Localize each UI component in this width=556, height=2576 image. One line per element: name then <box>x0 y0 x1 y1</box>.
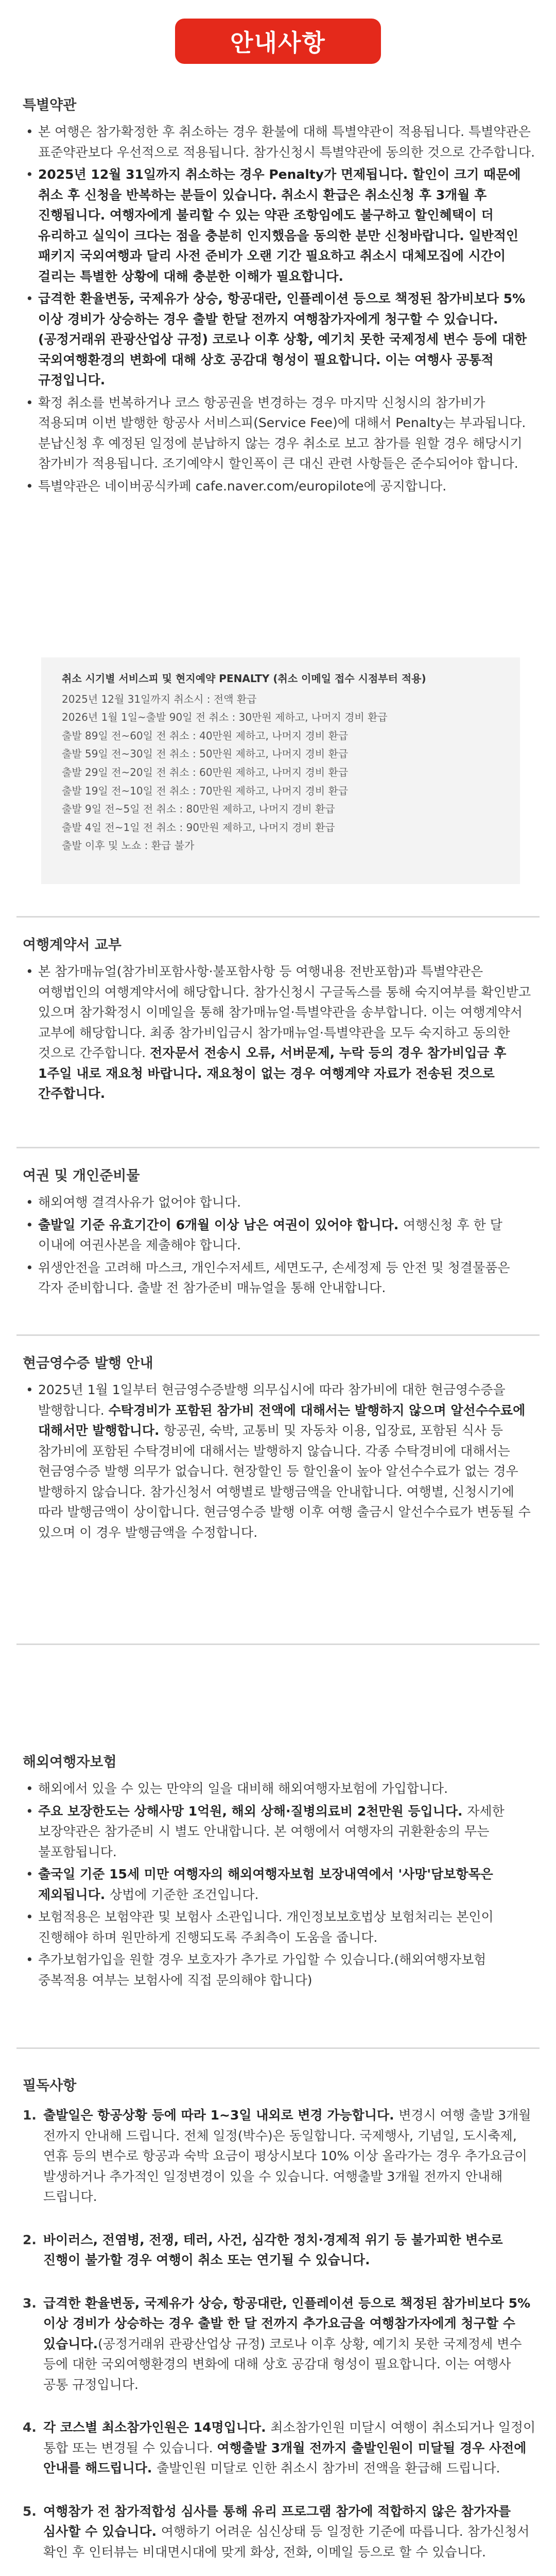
note-item <box>23 2293 537 2395</box>
passport-list <box>23 1192 537 1300</box>
special-terms-list <box>23 122 537 498</box>
text-segment: 급격한 환율변동, 국제유가 상승, 항공대란, 인플레이션 등으로 책정된 참가비보다 5% 이상 경비가 상승하는 경우 출발 한 달 전까지 추가요금을 여행참가자에게 청구할 수 있습니다. <box>43 2295 531 2351</box>
special-terms-title: 특별약관 <box>23 97 77 113</box>
text-segment: 해외여행 결격사유가 없어야 합니다. <box>38 1195 241 1210</box>
list-item <box>23 476 537 497</box>
text-segment: 본 참가매뉴얼(참가비포함사항·불포함사항 등 여행내용 전반포함)과 특별약관은 여행법인의 여행계약서에 해당합니다. 참가신청시 구글독스를 통해 숙지여부를 확인받고 있으며 참가확정시 이메일을 통해 참가매뉴얼·특별약관을 송부합니다. 이는 여행계약서 교부에 해당합니다. 최종 참가비입금시 참가매뉴얼·특별약관을 모두 숙지하고 동의한 것으로 간주합니다. <box>38 964 531 1060</box>
text-segment: 여행하기 어려운 심신상태 등 일정한 기준에 따릅니다. 참가신청서 확인 후 인터뷰는 비대면시대에 맞게 화상, 전화, 이메일 등으로 할 수 있습니다. <box>43 2524 530 2560</box>
text-segment: 여행신청 후 한 달 이내에 여권사본을 제출해야 합니다. <box>38 1217 502 1252</box>
text-segment: 급격한 환율변동, 국제유가 상승, 항공대란, 인플레이션 등으로 책정된 참가비보다 5% 이상 경비가 상승하는 경우 출발 한달 전까지 여행참가자에게 청구할 수 있습니다. <box>38 291 526 327</box>
list-item <box>23 1192 537 1213</box>
penalty-row: 출발 59일 전~30일 전 취소 : 50만원 제하고, 나머지 경비 환급 <box>62 748 349 760</box>
note-item <box>23 2417 537 2479</box>
text-segment: 출국일 기준 15세 미만 여행자의 해외여행자보험 보장내역에서 '사망'담보항목은 제외됩니다. <box>38 1867 493 1902</box>
travel-contract-title: 여행계약서 교부 <box>23 937 121 953</box>
note-number: 4. <box>23 2420 37 2435</box>
list-item <box>23 289 537 391</box>
penalty-row: 출발 4일 전~1일 전 취소 : 90만원 제하고, 나머지 경비 환급 <box>62 821 335 834</box>
insurance-list <box>23 1778 537 1992</box>
text-segment: 자세한 보장약관은 참가준비 시 별도 안내합니다. 본 여행에서 여행자의 귀환환송의 무는 불포함됩니다. <box>38 1803 505 1859</box>
penalty-heading: 취소 시기별 서비스피 및 현지예약 PENALTY (취소 이메일 접수 시점부터 적용) <box>62 672 426 685</box>
note-number: 1. <box>23 2108 37 2123</box>
note-number: 3. <box>23 2295 37 2311</box>
text-segment: 출발일은 항공상황 등에 따라 1~3일 내외로 변경 가능합니다. <box>43 2108 399 2123</box>
text-segment: 변경시 여행 출발 3개월 전까지 안내해 드립니다. 전체 일정(박수)은 동일합니다. 국제행사, 기념일, 도시축제, 연휴 등의 변수로 항공과 숙박 요금이 평상시보다 10% 이상 올라가는 경우 추가요금이 발생하거나 추가적인 일정변경이 있을 수 있습니다. 여행출발 3개월 전까지 안내해 드립니다. <box>43 2108 531 2204</box>
list-item <box>23 1950 537 1990</box>
text-segment: 2025년 12월 31일까지 취소하는 경우 Penalty가 면제됩니다. 할인이 크기 때문에 취소 후 신청을 반복하는 분들이 있습니다. 취소시 환급은 취소신청 후 3개월 후 진행됩니다. <box>38 167 521 223</box>
text-segment: 위생안전을 고려해 마스크, 개인수저세트, 세면도구, 손세정제 등 안전 및 청결물품은 각자 준비합니다. 출발 전 참가준비 매뉴얼을 통해 안내합니다. <box>38 1260 510 1295</box>
text-segment: 수탁경비가 포함된 참가비 전액에 대해서는 발행하지 않으며 알선수수료에 대해서만 발행합니다. <box>38 1402 526 1438</box>
text-segment: 보험적용은 보험약관 및 보험사 소관입니다. 개인정보보호법상 보험처리는 본인이 진행해야 하며 원만하게 진행되도록 주최측이 도움을 줍니다. <box>38 1909 494 1945</box>
text-segment: 여행참가 전 참가적합성 심사를 통해 유리 프로그램 참가에 적합하지 않은 참가자를 심사할 수 있습니다. <box>43 2503 511 2539</box>
travel-contract-list <box>23 961 537 1106</box>
section-divider <box>16 1643 540 1645</box>
text-segment: 주요 보장한도는 상해사망 1억원, 해외 상해·질병의료비 2천만원 등입니다. <box>38 1803 467 1819</box>
penalty-table <box>41 657 520 884</box>
text-segment: 최소참가인원 미달시 여행이 취소되거나 일정이 통합 또는 변경될 수 있습니다. <box>43 2420 536 2455</box>
section-divider <box>16 916 540 918</box>
penalty-row: 출발 29일 전~20일 전 취소 : 60만원 제하고, 나머지 경비 환급 <box>62 766 349 778</box>
list-item <box>23 122 537 162</box>
penalty-row: 출발 9일 전~5일 전 취소 : 80만원 제하고, 나머지 경비 환급 <box>62 803 335 816</box>
list-item <box>23 1907 537 1947</box>
receipt-list <box>23 1380 537 1545</box>
section-divider <box>16 2047 540 2049</box>
note-item <box>23 2501 537 2563</box>
text-segment: 확정 취소를 번복하거나 코스 항공권을 변경하는 경우 마지막 신청시의 참가비가 적용되며 이번 발행한 항공사 서비스피(Service Fee)에 대해서 Penalty는 부과됩니다. 분납신청 후 예정된 일정에 분납하지 않는 경우 취소로 보고 참가를 원할 경우 해당시기 참가비가 적용됩니다. 조기예약시 할인폭이 큰 대신 관련 사항들은 준수되어야 합니다. <box>38 395 526 471</box>
text-segment: 여행출발 3개월 전까지 출발인원이 미달될 경우 사전에 안내를 해드립니다. <box>43 2440 527 2476</box>
receipt-title: 현금영수증 발행 안내 <box>23 1355 153 1371</box>
text-segment: 전자문서 전송시 오류, 서버문제, 누락 등의 경우 참가비입금 후 1주일 내로 재요청 바랍니다. 재요청이 없는 경우 여행계약 자료가 전송된 것으로 간주합니다. <box>38 1045 507 1101</box>
penalty-row: 출발 이후 및 노쇼 : 환급 불가 <box>62 839 195 852</box>
notes-list <box>23 2105 537 2576</box>
text-segment: (공정거래위 관광산업상 규정) 코로나 이후 상황, 예기치 못한 국제정세 변수 등에 대한 국외여행환경의 변화에 대해 상호 공감대 형성이 필요합니다. 이는 여행사 공통 규정입니다. <box>43 2336 522 2392</box>
list-item <box>23 1778 537 1799</box>
list-item <box>23 1864 537 1905</box>
passport-title: 여권 및 개인준비물 <box>23 1168 140 1184</box>
text-segment: 2025년 1월 1일부터 현금영수증발행 의무십시에 따라 참가비에 대한 현금영수증을 발행합니다. <box>38 1382 506 1418</box>
insurance-title: 해외여행자보험 <box>23 1754 117 1770</box>
text-segment: 본 여행은 참가확정한 후 취소하는 경우 환불에 대해 특별약관이 적용됩니다. 특별약관은 표준약관보다 우선적으로 적용됩니다. 참가신청시 특별약관에 동의한 것으로 간주합니다. <box>38 124 535 160</box>
penalty-row: 출발 89일 전~60일 전 취소 : 40만원 제하고, 나머지 경비 환급 <box>62 729 349 742</box>
text-segment: 여행자에게 불리할 수 있는 약관 조항임에도 불구하고 할인혜택이 더 유리하고 실익이 크다는 점을 충분히 인지했음을 동의한 분만 신청바랍니다. 일반적인 패키지 국외여행과 달리 사전 준비가 오랜 기간 필요하고 취소시 대체모집에 시간이 걸리는 특별한 상황에 대해 충분한 이해가 필요합니다. <box>38 208 519 284</box>
list-item <box>23 1258 537 1298</box>
note-number: 5. <box>23 2503 37 2519</box>
text-segment: (공정거래위 관광산업상 규정) 코로나 이후 상황, 예기치 못한 국제정세 변수 등에 대한 국외여행환경의 변화에 대해 상호 공감대 형성이 필요합니다. 이는 여행사 공통적 규정입니다. <box>38 332 527 387</box>
page-title: 안내사항 <box>175 19 381 64</box>
penalty-row: 2026년 1월 1일~출발 90일 전 취소 : 30만원 제하고, 나머지 경비 환급 <box>62 711 388 724</box>
list-item <box>23 393 537 474</box>
list-item <box>23 961 537 1104</box>
list-item <box>23 1380 537 1543</box>
section-divider <box>16 1147 540 1148</box>
text-segment: 항공권, 숙박, 교통비 및 자동차 이용, 입장료, 포함된 식사 등 참가비에 포함된 수탁경비에 대해서는 발행하지 않습니다. 각종 수탁경비에 대해서는 현금영수증 발행 의무가 없습니다. 현장할인 등 할인율이 높아 알선수수료가 없는 경우 발행하지 않습니다. 참가신청서 여행별로 발행금액을 안내합니다. 여행별, 신청시기에 따라 발행금액이 상이합니다. 현금영수증 발행 이후 여행 출금시 알선수수료가 변동될 수 있으며 이 경우 발행금액을 수정합니다. <box>38 1423 531 1540</box>
penalty-row: 2025년 12월 31일까지 취소시 : 전액 환급 <box>62 692 257 705</box>
list-item <box>23 1801 537 1862</box>
text-segment: 추가보험가입을 원할 경우 보호자가 추가로 가입할 수 있습니다.(해외여행자보험 중복적용 여부는 보험사에 직접 문의해야 합니다) <box>38 1952 486 1988</box>
text-segment: 출발인원 미달로 인한 취소시 참가비 전액을 환급해 드립니다. <box>157 2461 500 2476</box>
text-segment: 각 코스별 최소참가인원은 14명입니다. <box>43 2420 271 2435</box>
list-item <box>23 1215 537 1256</box>
note-item <box>23 2105 537 2207</box>
text-segment: 바이러스, 전염병, 전쟁, 테러, 사건, 심각한 정치·경제적 위기 등 불가피한 변수로 진행이 불가할 경우 여행이 취소 또는 연기될 수 있습니다. <box>43 2232 503 2267</box>
note-item <box>23 2230 537 2270</box>
text-segment: 상법에 기준한 조건입니다. <box>109 1887 259 1902</box>
list-item <box>23 164 537 286</box>
notes-title: 필독사항 <box>23 2078 77 2094</box>
penalty-row: 출발 19일 전~10일 전 취소 : 70만원 제하고, 나머지 경비 환급 <box>62 784 349 797</box>
text-segment: 해외에서 있을 수 있는 만약의 일을 대비해 해외여행자보험에 가입합니다. <box>38 1781 448 1796</box>
text-segment: 특별약관은 네이버공식카페 cafe.naver.com/europilote에 공지합니다. <box>38 478 447 494</box>
section-divider <box>16 1334 540 1336</box>
text-segment: 출발일 기준 유효기간이 6개월 이상 남은 여권이 있어야 합니다. <box>38 1217 403 1232</box>
note-number: 2. <box>23 2232 37 2247</box>
